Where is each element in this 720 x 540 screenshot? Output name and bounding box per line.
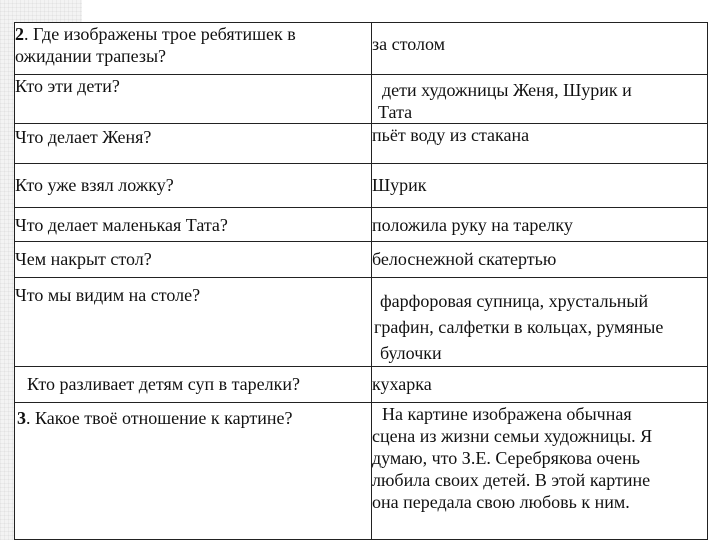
question-text: Что делает маленькая Тата? xyxy=(15,215,228,235)
answer-text: булочки xyxy=(380,343,442,363)
answer-cell xyxy=(372,278,708,367)
answer-cell xyxy=(372,124,708,164)
question-number: 3 xyxy=(17,408,26,428)
answer-text: она передала свою любовь к ним. xyxy=(372,492,630,512)
question-text: Что делает Женя? xyxy=(15,127,152,147)
answer-cell xyxy=(372,367,708,403)
question-text: Кто уже взял ложку? xyxy=(15,175,174,195)
answer-cell xyxy=(372,23,708,75)
answer-text: белоснежной скатертью xyxy=(372,249,557,269)
answer-text: положила руку на тарелку xyxy=(372,215,573,235)
answer-cell xyxy=(372,75,708,124)
answer-cell xyxy=(372,208,708,242)
question-text: Кто эти дети? xyxy=(15,76,120,96)
question-text: . Где изображены трое ребятишек в xyxy=(24,24,296,44)
answer-text: На картине изображена обычная xyxy=(382,404,632,424)
answer-text: сцена из жизни семьи художницы. Я xyxy=(372,426,653,446)
answer-cell xyxy=(372,403,708,540)
table-row xyxy=(15,242,708,278)
question-text: Чем накрыт стол? xyxy=(15,249,152,269)
table-row xyxy=(15,403,708,540)
question-number: 2 xyxy=(15,24,24,44)
answer-text: графин, салфетки в кольцах, румяные xyxy=(374,317,664,337)
table-row xyxy=(15,75,708,124)
answer-text: фарфоровая супница, хрустальный xyxy=(380,291,649,311)
question-cell xyxy=(15,403,372,540)
question-text: . Какое твоё отношение к картине? xyxy=(26,408,293,428)
table-row xyxy=(15,23,708,75)
answer-text: Тата xyxy=(378,102,413,122)
question-cell xyxy=(15,164,372,208)
answer-text: Шурик xyxy=(372,175,427,195)
table-row xyxy=(15,278,708,367)
answer-text: кухарка xyxy=(372,374,432,394)
table-row xyxy=(15,124,708,164)
question-cell xyxy=(15,208,372,242)
answer-text: за столом xyxy=(372,34,446,54)
table-row xyxy=(15,208,708,242)
question-text: Что мы видим на столе? xyxy=(15,285,201,305)
answer-text: дети художницы Женя, Шурик и xyxy=(382,80,632,100)
question-cell xyxy=(15,124,372,164)
question-cell xyxy=(15,23,372,75)
answer-cell xyxy=(372,164,708,208)
question-cell xyxy=(15,278,372,367)
table-row xyxy=(15,367,708,403)
question-cell xyxy=(15,367,372,403)
question-cell xyxy=(15,242,372,278)
table-row xyxy=(15,164,708,208)
question-text: Кто разливает детям суп в тарелки? xyxy=(27,374,301,394)
question-cell xyxy=(15,75,372,124)
answer-text: думаю, что З.Е. Серебрякова очень xyxy=(372,448,640,468)
question-answer-table xyxy=(14,22,708,540)
answer-cell xyxy=(372,242,708,278)
answer-text: любила своих детей. В этой картине xyxy=(372,470,651,490)
question-text: ожидании трапезы? xyxy=(15,46,167,66)
answer-text: пьёт воду из стакана xyxy=(372,125,530,145)
